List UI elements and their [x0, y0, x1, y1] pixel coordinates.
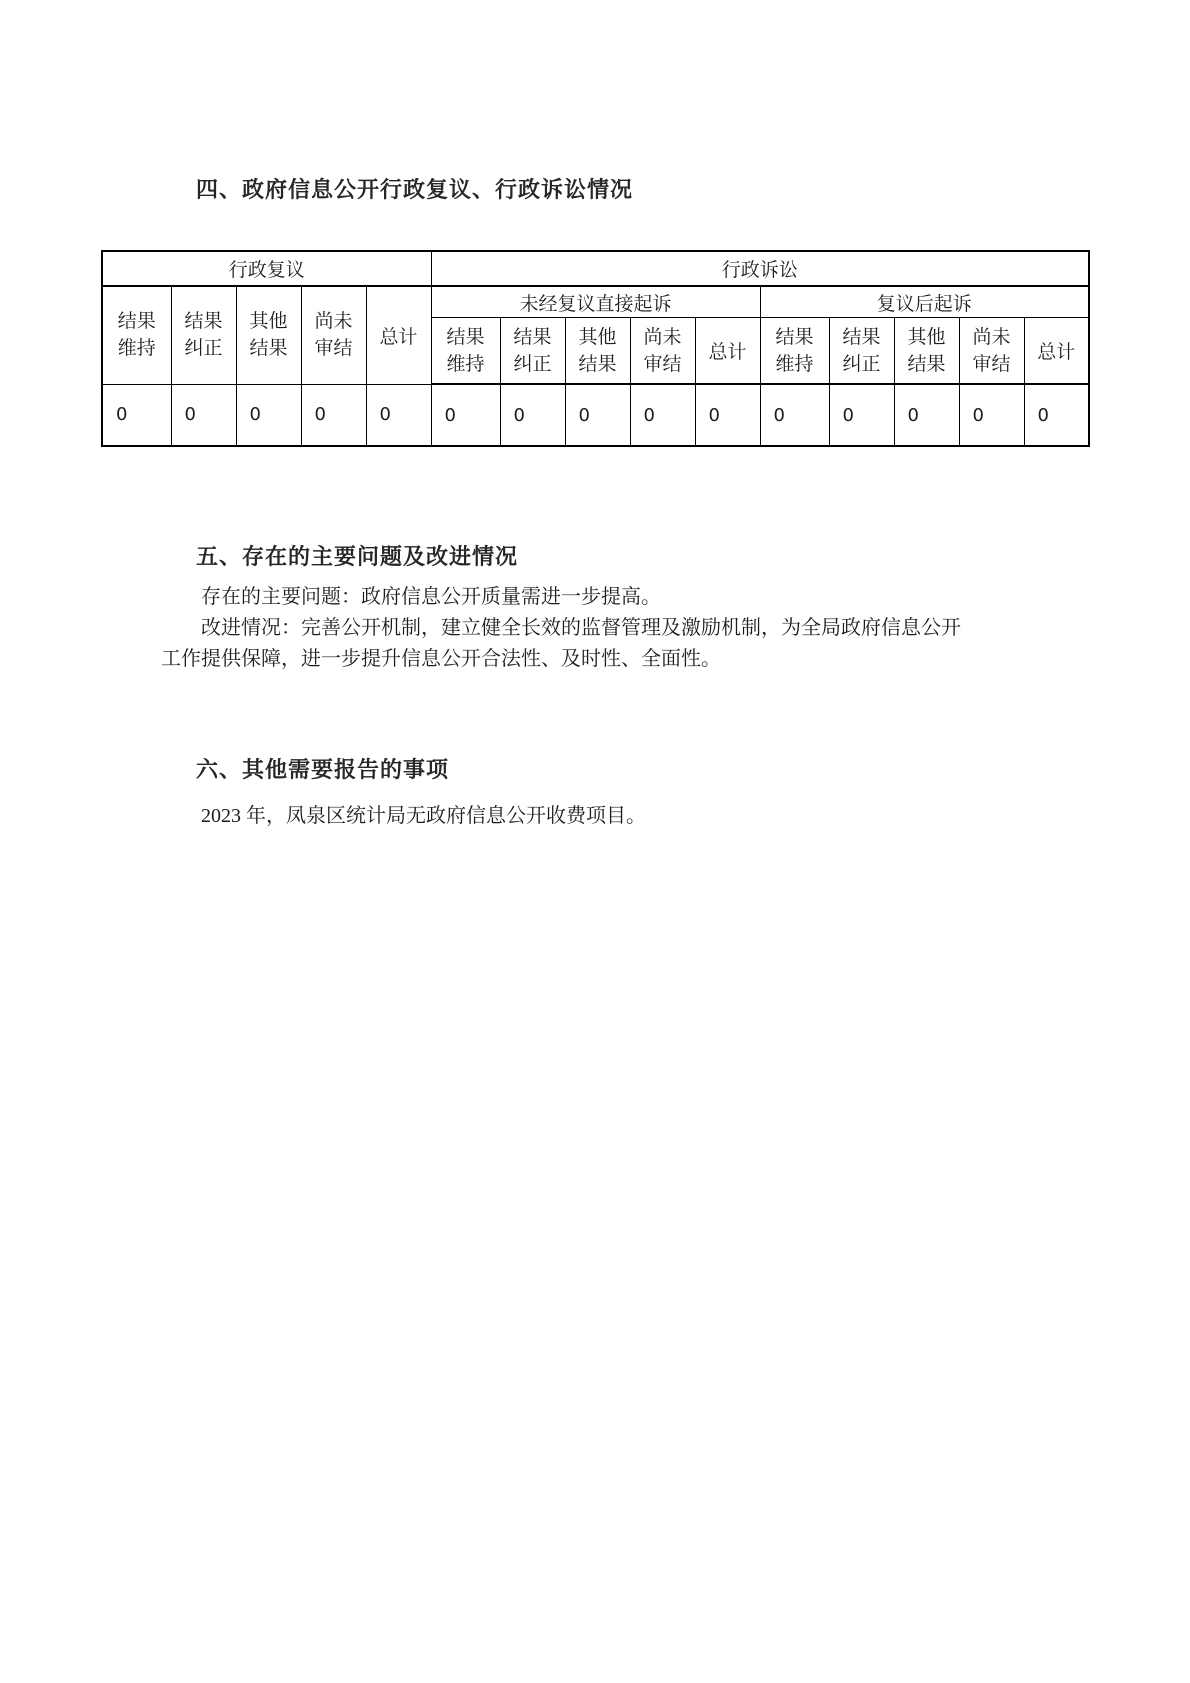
- group-header-administrative-litigation: 行政诉讼: [431, 251, 1089, 286]
- subgroup-header-direct-lawsuit: 未经复议直接起诉: [431, 286, 760, 318]
- value-cell-review-not-concluded: 0: [301, 384, 366, 446]
- col-header-direct-result-corrected: [500, 318, 565, 385]
- value-cell-review-result-upheld: 0: [102, 384, 171, 446]
- col-header-review-result-upheld: [102, 286, 171, 384]
- col-header-text: 结果: [513, 326, 552, 348]
- col-header-text: 审结: [643, 353, 682, 375]
- col-header-review-result-corrected: [171, 286, 236, 384]
- col-header-text: 尚未: [643, 326, 682, 348]
- subgroup-header-lawsuit-after-review: 复议后起诉: [760, 286, 1089, 318]
- col-header-text: 审结: [314, 338, 353, 360]
- section-5-body: [161, 582, 961, 675]
- col-header-text: 结果: [249, 338, 288, 360]
- value-cell-review-total: 0: [366, 384, 431, 446]
- col-header-text: 结果: [578, 353, 617, 375]
- col-header-direct-other-result: [565, 318, 630, 385]
- table-value-row: [102, 384, 1089, 446]
- value-cell-direct-result-corrected: 0: [500, 384, 565, 446]
- group-header-administrative-review: 行政复议: [102, 251, 431, 286]
- col-header-text: 维持: [117, 338, 156, 360]
- section-4-heading: 四、政府信息公开行政复议、行政诉讼情况: [196, 177, 634, 202]
- col-header-text: 纠正: [184, 338, 223, 360]
- value-cell-after-result-upheld: 0: [760, 384, 829, 446]
- table-subgroup-row: [102, 286, 1089, 318]
- col-header-after-other-result: [894, 318, 959, 385]
- col-header-after-not-concluded: [959, 318, 1024, 385]
- value-cell-after-total: 0: [1024, 384, 1089, 446]
- col-header-text: 结果: [117, 311, 156, 333]
- section-6-body: [161, 801, 961, 832]
- col-header-text: 结果: [446, 326, 485, 348]
- col-header-text: 尚未: [314, 311, 353, 333]
- review-litigation-table: [101, 250, 1090, 447]
- table-group-row: [102, 251, 1089, 286]
- col-header-review-other-result: [236, 286, 301, 384]
- col-header-text: 结果: [842, 326, 881, 348]
- value-cell-direct-result-upheld: 0: [431, 384, 500, 446]
- col-header-text: 纠正: [842, 353, 881, 375]
- value-cell-after-other-result: 0: [894, 384, 959, 446]
- value-cell-review-other-result: 0: [236, 384, 301, 446]
- col-header-text: 维持: [775, 353, 814, 375]
- value-cell-after-not-concluded: 0: [959, 384, 1024, 446]
- col-header-text: 其他: [578, 326, 617, 348]
- value-cell-direct-total: 0: [695, 384, 760, 446]
- value-cell-after-result-corrected: 0: [829, 384, 894, 446]
- col-header-text: 维持: [446, 353, 485, 375]
- col-header-review-total: 总计: [366, 286, 431, 384]
- col-header-text: 纠正: [513, 353, 552, 375]
- section-5-heading: 五、存在的主要问题及改进情况: [196, 544, 519, 569]
- col-header-after-total: 总计: [1024, 318, 1089, 385]
- problems-paragraph: 存在的主要问题：政府信息公开质量需进一步提高。: [201, 586, 661, 608]
- col-header-text: 其他: [907, 326, 946, 348]
- no-fee-paragraph: 2023 年，凤泉区统计局无政府信息公开收费项目。: [201, 805, 646, 827]
- col-header-direct-total: 总计: [695, 318, 760, 385]
- col-header-direct-result-upheld: [431, 318, 500, 385]
- col-header-text: 结果: [184, 311, 223, 333]
- col-header-review-not-concluded: [301, 286, 366, 384]
- col-header-direct-not-concluded: [630, 318, 695, 385]
- improvements-paragraph: 改进情况：完善公开机制，建立健全长效的监督管理及激励机制，为全局政府信息公开工作提供保障，进一步提升信息公开合法性、及时性、全面性。: [161, 617, 961, 670]
- col-header-text: 结果: [907, 353, 946, 375]
- col-header-text: 结果: [775, 326, 814, 348]
- section-6-heading: 六、其他需要报告的事项: [196, 757, 450, 782]
- value-cell-direct-other-result: 0: [565, 384, 630, 446]
- col-header-text: 审结: [972, 353, 1011, 375]
- col-header-text: 其他: [249, 311, 288, 333]
- col-header-text: 尚未: [972, 326, 1011, 348]
- col-header-after-result-upheld: [760, 318, 829, 385]
- col-header-after-result-corrected: [829, 318, 894, 385]
- value-cell-direct-not-concluded: 0: [630, 384, 695, 446]
- value-cell-review-result-corrected: 0: [171, 384, 236, 446]
